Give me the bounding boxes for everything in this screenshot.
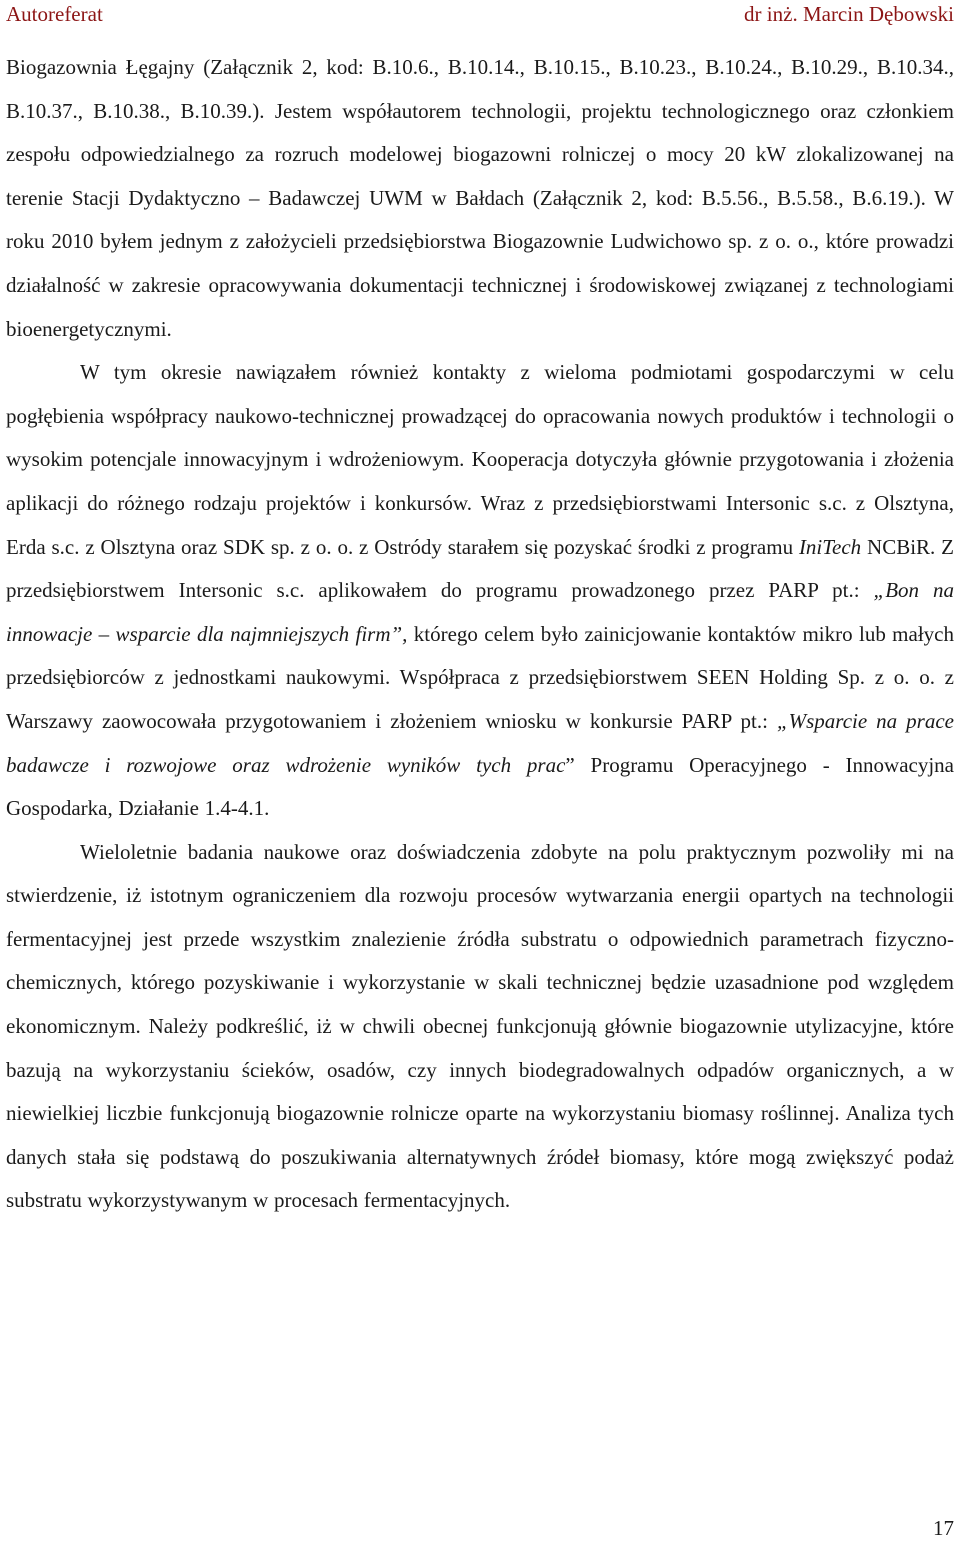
header-author: dr inż. Marcin Dębowski (744, 2, 954, 26)
paragraph-text: Wieloletnie badania naukowe oraz doświadczenia zdobyte na polu praktycznym pozwoliły mi na stwierdzenie, iż istotnym ograniczeniem dla rozwoju procesów wytwarzania energii opartych na technologii fermentacyjnej jest przede wszystkim znalezienie źródła substratu o odpowiednich parametrach fizyczno-chemicznych, którego pozyskiwanie i wykorzystanie w skali technicznej będzie uzasadnione pod względem ekonomicznym. Należy podkreślić, iż w chwili obecnej funkcjonują głównie biogazownie utylizacyjne, które bazują na wykorzystaniu ścieków, osadów, czy innych biodegradowalnych odpadów organicznych, a w niewielkiej liczbie funkcjonują biogazownie rolnicze oparte na wykorzystaniu biomasy roślinnej. Analiza tych danych stała się podstawą do poszukiwania alternatywnych źródeł biomasy, które mogą zwiększyć podaż substratu wykorzystywanym w procesach fermentacyjnych. (6, 839, 954, 1213)
page-header (6, 0, 954, 28)
page-number: 17 (933, 1516, 954, 1540)
paragraph-cooperation (6, 351, 954, 831)
document-body (6, 46, 954, 1223)
italic-program-title: „Wsparcie na prace badawcze i rozwojowe oraz wdrożenie wyników tych prac (6, 708, 954, 777)
paragraph-text: którego celem było zainicjowanie kontaktów mikro lub małych przedsiębiorców z jednostkami naukowymi. Współpraca z przedsiębiorstwem SEEN Holding Sp. z o. o. z Warszawy zaowocowała przygotowaniem i złożeniem wniosku w konkursie PARP pt.: (6, 621, 954, 733)
paragraph-text: W tym okresie nawiązałem również kontakty z wieloma podmiotami gospodarczymi w celu pogłębienia współpracy naukowo-technicznej prowadzącej do opracowania nowych produktów i technologii o wysokim potencjale innowacyjnym i wdrożeniowym. Kooperacja dotyczyła głównie przygotowania i złożenia aplikacji do różnego rodzaju projektów i konkursów. Wraz z przedsiębiorstwami Intersonic s.c. z Olsztyna, Erda s.c. z Olsztyna oraz SDK sp. z o. o. z Ostródy starałem się pozyskać środki z programu (6, 360, 954, 559)
paragraph-text: NCBiR. Z przedsiębiorstwem Intersonic s.c. aplikowałem do programu prowadzonego przez PARP pt.: (6, 534, 954, 603)
paragraph-research (6, 831, 954, 1223)
italic-program-name: IniTech (798, 534, 862, 559)
header-left-title: Autoreferat (6, 2, 103, 26)
paragraph-text: ” Programu Operacyjnego - Innowacyjna Gospodarka, Działanie 1.4-4.1. (6, 752, 954, 821)
italic-program-title: „Bon na innowacje – wsparcie dla najmniejszych firm”, (6, 578, 954, 646)
paragraph-biogas-plants (6, 46, 954, 351)
paragraph-text: Biogazownia Łęgajny (Załącznik 2, kod: B.10.6., B.10.14., B.10.15., B.10.23., B.10.24., B.10.29., B.10.34., B.10.37., B.10.38., B.10.39.). Jestem współautorem technologii, projektu technologicznego oraz członkiem zespołu odpowiedzialnego za rozruch modelowej biogazowni rolniczej o mocy 20 kW zlokalizowanej na terenie Stacji Dydaktyczno – Badawczej UWM w Bałdach (Załącznik 2, kod: B.5.56., B.5.58., B.6.19.). W roku 2010 byłem jednym z założycieli przedsiębiorstwa Biogazownie Ludwichowo sp. z o. o., które prowadzi działalność w zakresie opracowywania dokumentacji technicznej i środowiskowej związanej z technologiami bioenergetycznymi. (6, 55, 954, 341)
